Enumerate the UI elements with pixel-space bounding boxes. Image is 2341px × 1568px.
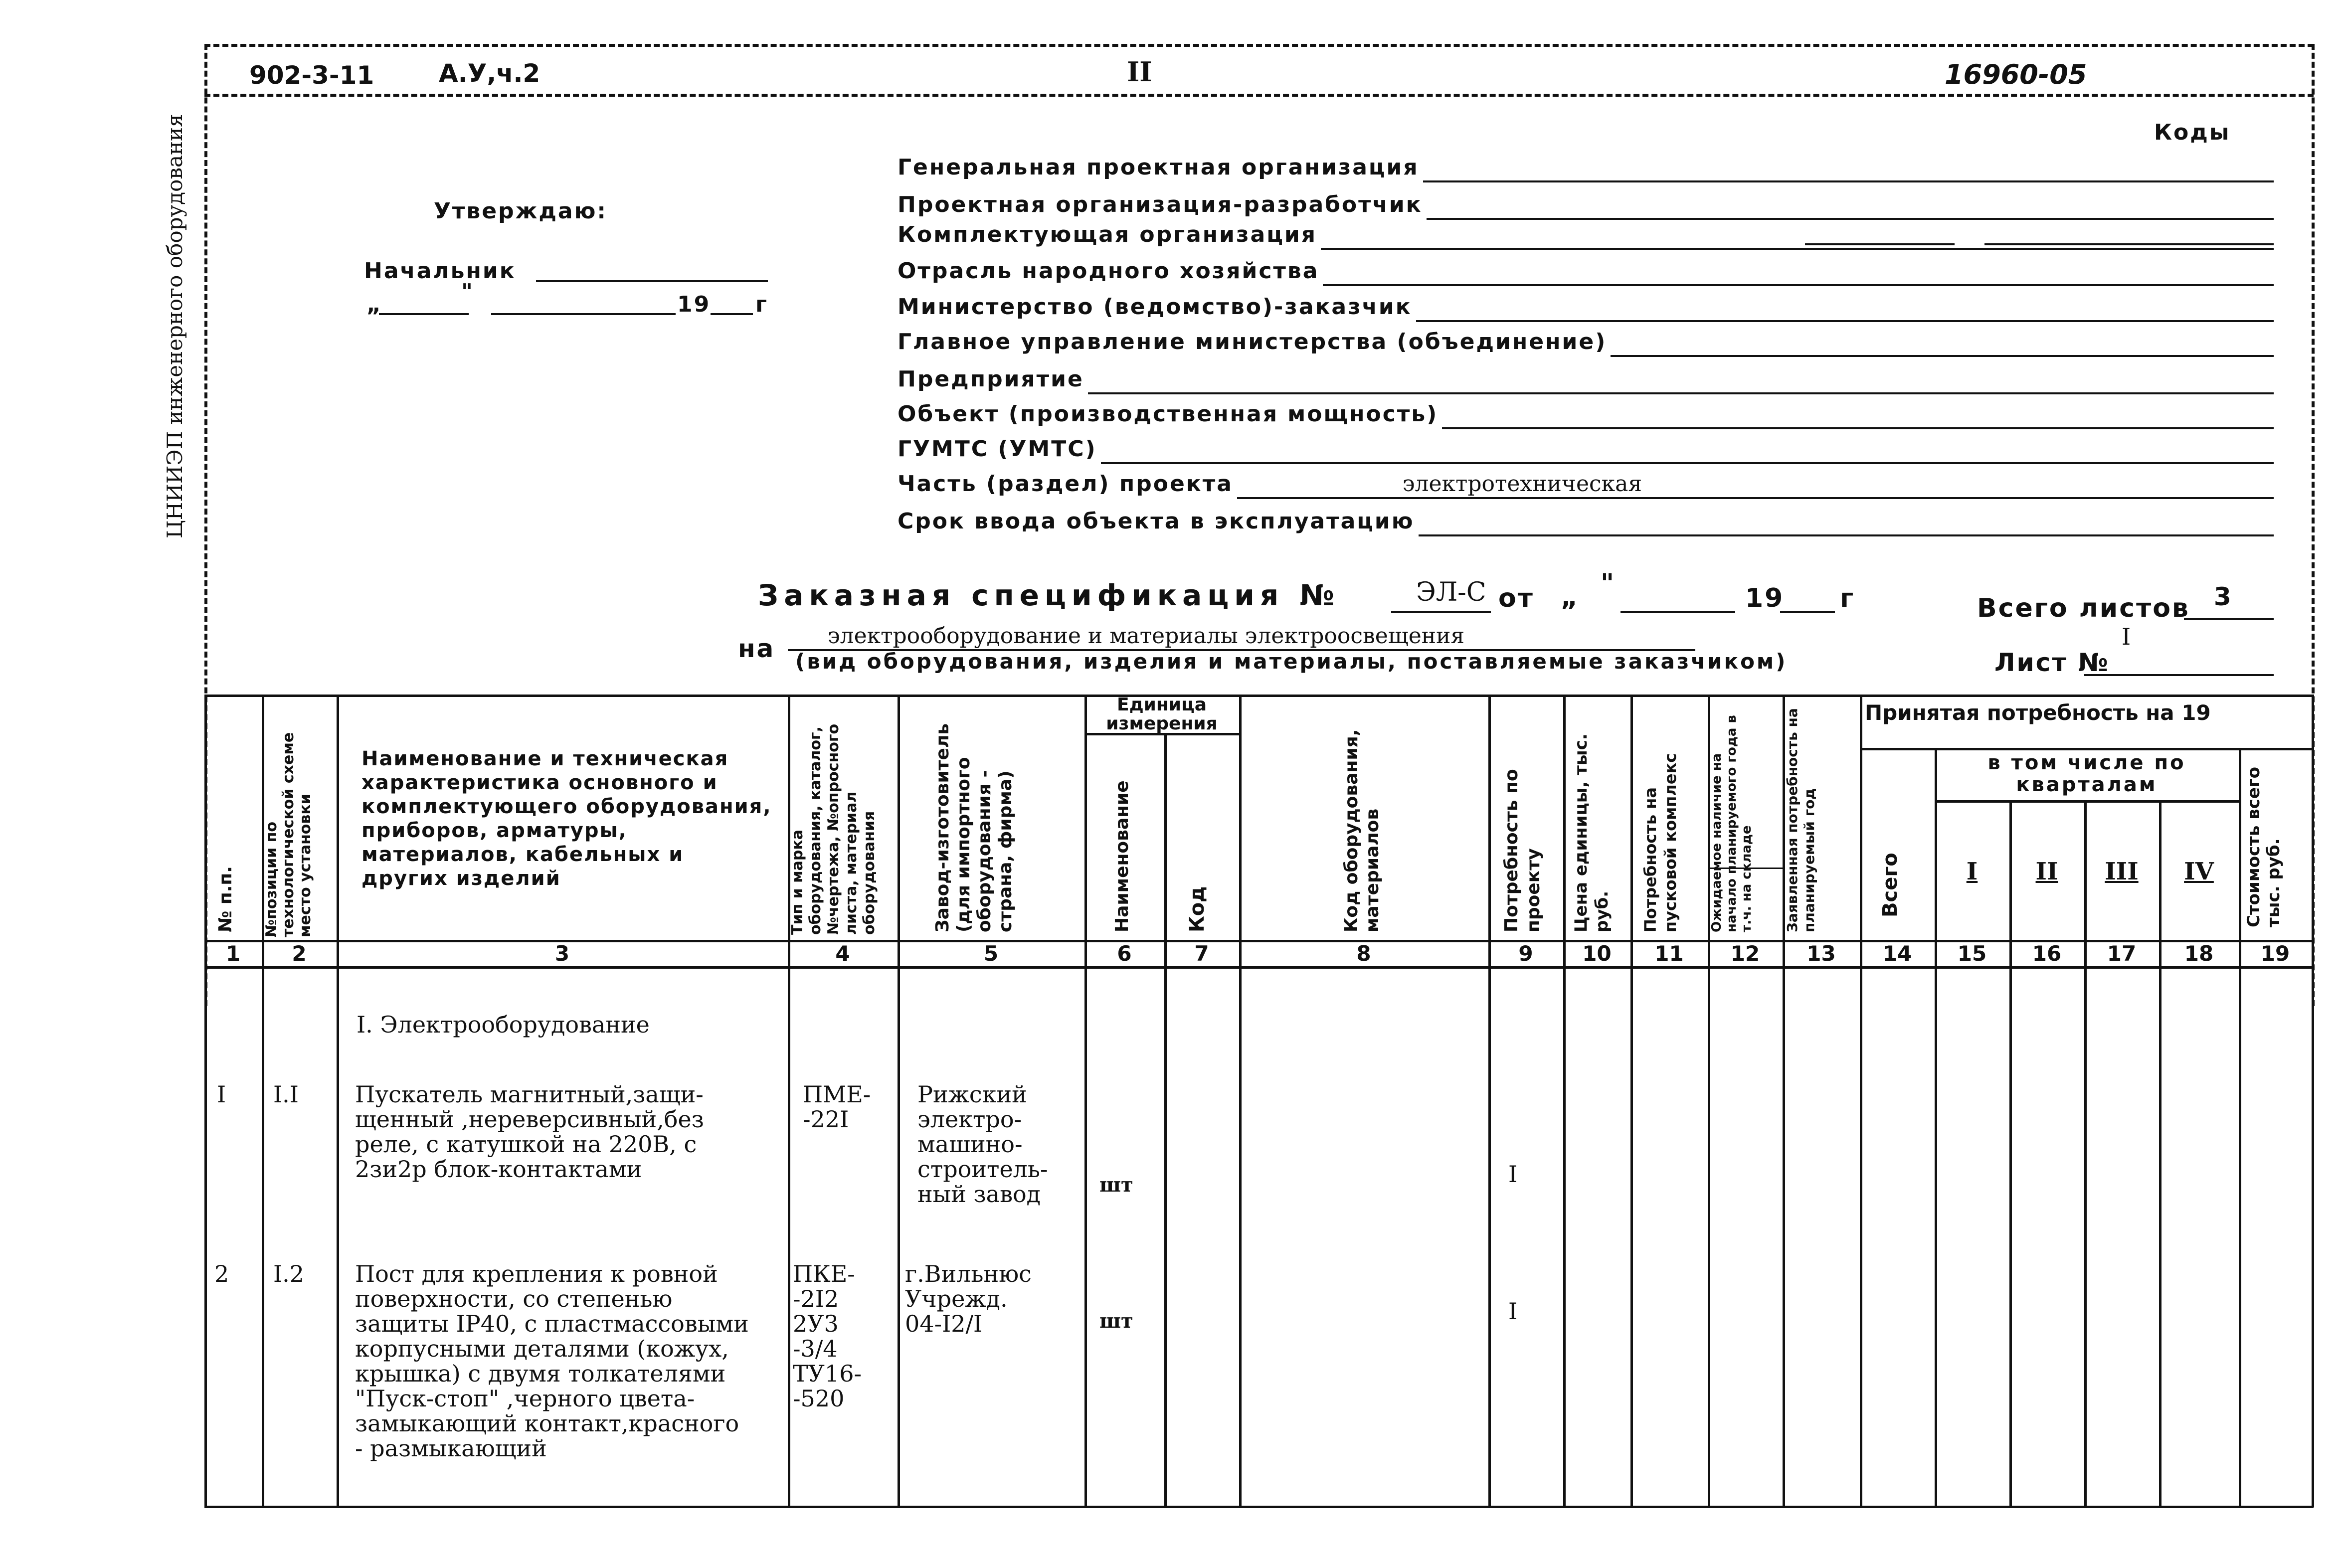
org-field-line — [1427, 218, 2274, 220]
spec-year-suffix: г — [1840, 583, 1855, 613]
column-number: 9 — [1518, 941, 1533, 966]
col11-header: Потребность на пусковой комплекс — [1641, 753, 1680, 932]
unit-group-header: Единица измерения — [1106, 695, 1218, 734]
org-field-row — [898, 509, 2274, 538]
approve-label: Утверждаю: — [434, 198, 607, 224]
row1-qty: I — [1508, 1161, 1518, 1188]
spec-year-line — [1780, 611, 1835, 613]
org-field-row — [898, 192, 2274, 222]
row1-unit: шт — [1099, 1173, 1133, 1197]
row1-name: Пускатель магнитный,защи- щенный ,нереверсивный,без реле, с катушкой на 220В, с 2зи2р блок-контактами — [355, 1081, 704, 1183]
section-title: I. Электрооборудование — [357, 1011, 650, 1038]
col10-header: Цена единицы, тыс. руб. — [1571, 733, 1612, 932]
quarters-group-header: в том числе по кварталам — [1987, 751, 2186, 796]
col1-header: № п.п. — [215, 866, 236, 932]
org-field-line — [1442, 427, 2274, 429]
org-field-row — [898, 436, 2274, 466]
col8-header: Код оборудования, материалов — [1341, 729, 1383, 932]
column-number: 13 — [1806, 941, 1836, 966]
col-line — [1164, 733, 1167, 1507]
org-field-label: ГУМТС (УМТС) — [898, 436, 1097, 462]
col-line — [337, 695, 339, 1507]
quarters-group-line — [1935, 800, 2239, 803]
column-number: 15 — [1957, 941, 1987, 966]
org-field-row — [898, 294, 2274, 324]
org-field-row — [898, 222, 2274, 252]
chief-label: Начальник — [364, 258, 516, 284]
code-line — [1805, 243, 1955, 245]
col-line — [1239, 695, 1242, 1507]
col-line — [1563, 695, 1566, 1507]
col7-header: Код — [1186, 886, 1209, 932]
org-field-row — [898, 366, 2274, 396]
column-number: 11 — [1654, 941, 1684, 966]
row2-name: Пост для крепления к ровной поверхности, со степенью защиты IP40, с пластмассовыми корпусными деталями (кожух, крышка) с двумя толкателями "Пуск-стоп" ,черного цвета- замыкающий контакт,красного - размыкающий — [355, 1260, 749, 1462]
col-line — [2239, 748, 2241, 1507]
spec-number: ЭЛ-С — [1416, 577, 1486, 607]
column-number: 3 — [554, 941, 570, 966]
spec-year-prefix: 19 — [1745, 583, 1785, 613]
col-line — [1630, 695, 1633, 1507]
row1-no: I — [217, 1081, 226, 1108]
col15-header: I — [1966, 858, 1978, 885]
org-field-line — [1423, 180, 2274, 182]
sheet-no-line — [2084, 674, 2274, 676]
archive-number: 16960-05 — [1945, 59, 2087, 90]
spec-subject: электрооборудование и материалы электроосвещения — [828, 623, 1465, 649]
org-field-label: Генеральная проектная организация — [898, 155, 1419, 180]
org-field-label: Часть (раздел) проекта — [898, 471, 1233, 497]
column-number: 1 — [225, 941, 241, 966]
date-day-line — [379, 313, 469, 315]
column-number: 6 — [1117, 941, 1132, 966]
org-field-row — [898, 258, 2274, 288]
frame-top-border — [204, 44, 2314, 47]
org-field-label: Объект (производственная мощность) — [898, 401, 1439, 427]
org-field-row — [898, 401, 2274, 431]
spec-title: Заказная спецификация № — [758, 578, 1340, 612]
org-field-line — [1088, 392, 2274, 394]
row2-qty: I — [1508, 1298, 1518, 1325]
org-field-label: Отрасль народного хозяйства — [898, 258, 1319, 284]
sheet-no-label: Лист № — [1994, 648, 2110, 677]
doc-code: 902-3-11 — [249, 61, 374, 90]
col3-header: Наименование и техническая характеристика основного и комплектующего оборудования, приборов, арматуры, материалов, кабельных и других изделий — [361, 747, 772, 890]
table-bottom-line — [204, 1506, 2314, 1508]
col-line — [2312, 695, 2314, 1507]
org-field-line — [1416, 320, 2274, 322]
col18-header: IV — [2184, 858, 2214, 885]
approval-year-line — [711, 313, 753, 315]
column-number: 12 — [1730, 941, 1760, 966]
col-line — [2159, 800, 2161, 1507]
column-number: 2 — [292, 941, 307, 966]
table-numbers-bottom — [204, 966, 2314, 969]
col17-header: III — [2105, 858, 2139, 885]
column-number: 8 — [1356, 941, 1371, 966]
column-number: 18 — [2184, 941, 2214, 966]
row1-type: ПМЕ- -22I — [803, 1081, 871, 1133]
stamp-line — [204, 94, 2314, 97]
org-field-label: Министерство (ведомство)-заказчик — [898, 294, 1412, 320]
col-line — [2084, 800, 2087, 1507]
total-sheets-value: 3 — [2214, 582, 2231, 611]
column-number: 5 — [983, 941, 999, 966]
org-field-line — [1101, 462, 2274, 464]
column-number: 4 — [835, 941, 850, 966]
sheet-roman-number: II — [1127, 56, 1152, 88]
org-field-label: Проектная организация-разработчик — [898, 192, 1423, 217]
code-line — [1984, 243, 2274, 245]
chief-signature-line — [536, 280, 768, 282]
col-line — [1860, 695, 1862, 1507]
col12-header: Ожидаемое наличие на начало планируемого года в т.ч. на складе — [1709, 715, 1754, 932]
row2-position: I.2 — [273, 1260, 305, 1287]
row2-no: 2 — [214, 1260, 229, 1287]
col2-header: №позиции по технологической схеме место установки — [263, 732, 314, 937]
column-number: 19 — [2260, 941, 2290, 966]
org-field-line — [1323, 284, 2274, 286]
approval-year-prefix: 19 — [677, 292, 711, 317]
column-number: 14 — [1882, 941, 1912, 966]
col6-header: Наименование — [1112, 780, 1132, 932]
org-field-value: электротехническая — [1402, 471, 1642, 497]
org-field-label: Комплектующая организация — [898, 222, 1317, 247]
album-ref: А.У,ч.2 — [439, 59, 540, 88]
spec-date-line — [1621, 611, 1735, 613]
col-line — [1488, 695, 1491, 1507]
date-month-line — [491, 313, 676, 315]
row2-plant: г.Вильнюс Учрежд. 04-I2/I — [905, 1260, 1032, 1337]
col-line — [898, 695, 900, 1507]
col19-header: Стоимость всего тыс. руб. — [2244, 766, 2284, 927]
approval-year-suffix: г — [755, 292, 768, 317]
col13-header: Заявленная потребность на планируемый год — [1784, 708, 1817, 932]
col14-header: Всего — [1879, 853, 1902, 917]
column-number: 7 — [1194, 941, 1209, 966]
row2-unit: шт — [1099, 1309, 1133, 1333]
org-field-line — [1419, 534, 2274, 536]
table-top-line — [204, 695, 2314, 697]
spec-na-label: на — [738, 634, 775, 663]
row2-type: ПКЕ- -2I2 2У3 -3/4 ТУ16- -520 — [793, 1260, 862, 1412]
org-field-line — [1321, 248, 2274, 250]
column-number: 16 — [2032, 941, 2062, 966]
col5-header: Завод-изготовитель (для импортного оборудования - страна, фирма) — [932, 723, 1016, 932]
col-line — [2009, 800, 2012, 1507]
org-field-line — [1611, 355, 2274, 357]
sheet-no-value: I — [2122, 623, 2131, 650]
org-field-label: Главное управление министерства (объединение) — [898, 329, 1607, 354]
accepted-group-header: Принятая потребность на 19 — [1865, 700, 2211, 725]
org-field-row — [898, 471, 2274, 501]
org-field-line — [1237, 497, 2274, 499]
col-line — [1084, 695, 1087, 1507]
column-number: 10 — [1582, 941, 1612, 966]
column-number: 17 — [2107, 941, 2137, 966]
org-field-row — [898, 155, 2274, 184]
col16-header: II — [2035, 858, 2058, 885]
spec-from-label: от — [1498, 583, 1534, 613]
org-field-row — [898, 329, 2274, 359]
row1-plant: Рижский электро- машино- строитель- ный завод — [917, 1081, 1048, 1208]
spec-subject-note: (вид оборудования, изделия и материалы, поставляемые заказчиком) — [795, 649, 1788, 674]
total-sheets-line — [2184, 618, 2274, 620]
col9-header: Потребность по проекту — [1501, 769, 1544, 932]
spec-number-line — [1391, 611, 1491, 613]
org-field-label: Срок ввода объекта в эксплуатацию — [898, 509, 1415, 534]
side-organization-label: ЦНИИЭП инженерного оборудования — [163, 114, 187, 538]
codes-label: Коды — [2154, 120, 2231, 145]
col4-header: Тип и марка оборудования, каталог, №чертежа, №опросного листа, материал оборудования — [789, 723, 878, 935]
col-line — [204, 695, 207, 1507]
org-field-label: Предприятие — [898, 366, 1084, 392]
row1-position: I.I — [273, 1081, 299, 1108]
total-sheets-label: Всего листов — [1977, 593, 2190, 623]
